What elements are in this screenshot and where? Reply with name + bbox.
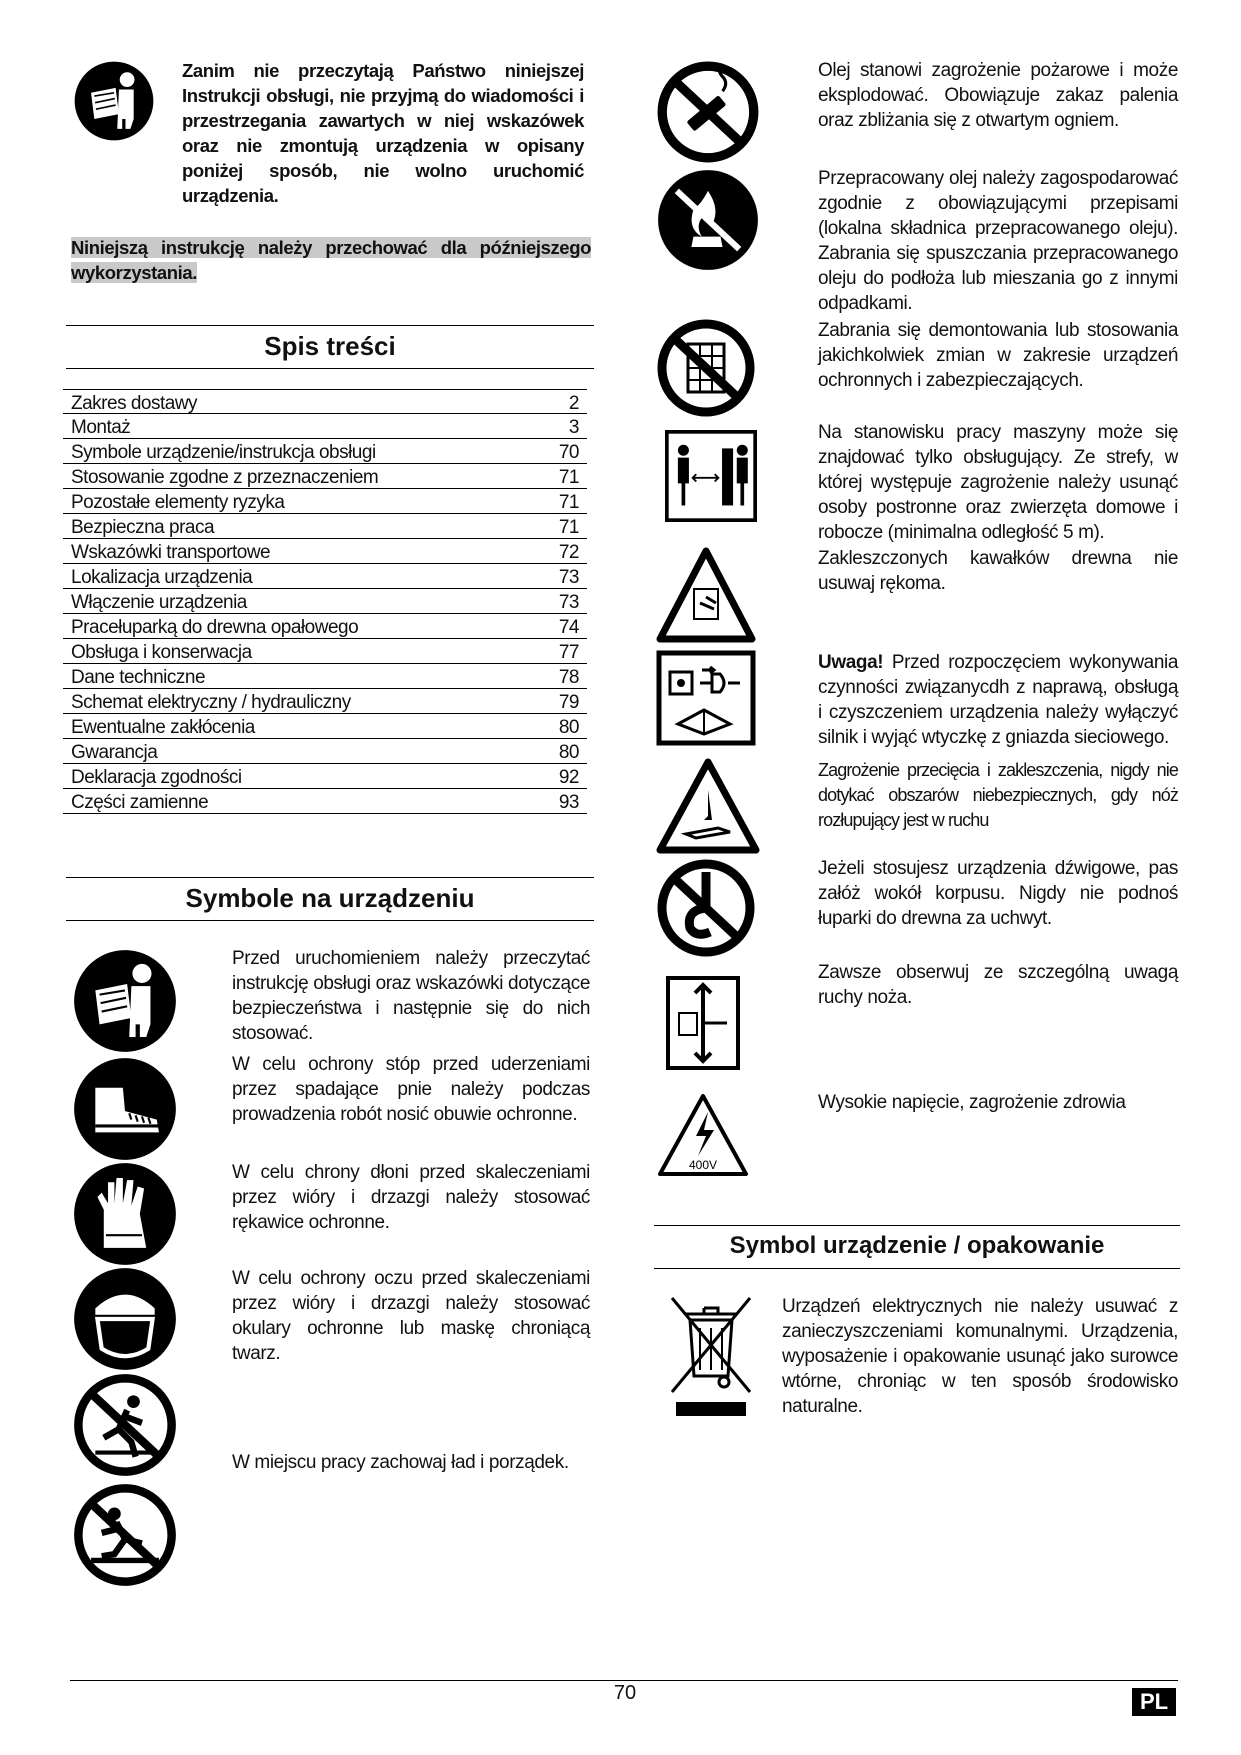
toc-label: Pozostałe elementy ryzyka <box>71 492 285 513</box>
attention-text <box>818 650 1178 750</box>
toc-row <box>63 489 587 514</box>
no-slipping-icon <box>72 1482 178 1588</box>
toc-row <box>63 639 587 664</box>
toc-row <box>63 514 587 539</box>
crush-hazard-warning-icon <box>656 547 756 643</box>
no-smoking-icon <box>656 60 760 164</box>
read-manual-text: Przed uruchomieniem należy przeczytać instrukcję obsługi oraz wskazówki dotyczące bezpieczeństwa i następnie się do nich stosować. <box>232 948 590 1044</box>
toc-label: Włączenie urządzenia <box>71 592 247 613</box>
toc-page: 72 <box>558 542 579 563</box>
packaging-title: Symbol urządzenie / opakowanie <box>654 1225 1180 1269</box>
toc-label: Pracełuparką do drewna opałowego <box>71 617 359 638</box>
weee-bin-icon <box>668 1292 754 1422</box>
attention-body: Przed rozpoczęciem wykonywania czynności związanycdh z naprawą, obsługą i czyszczeniem urządzenia należy wyłączyć silnik i wyjąć wtyczkę z gniazda sieciowego. <box>818 652 1178 748</box>
cutting-hazard-text: Zagrożenie przecięcia i zakleszczenia, nigdy nie dotykać obszarów niebezpiecznych, gdy nóż rozłupujący jest w ruchu <box>818 760 1178 830</box>
toc-page: 74 <box>558 617 579 638</box>
safety-gloves-text: W celu chrony dłoni przed skaleczeniami przez wióry i drzazgi należy stosować rękawice ochronne. <box>232 1162 590 1233</box>
unplug-before-service-icon <box>656 650 756 746</box>
lifting-text: Jeżeli stosujesz urządzenia dźwigowe, pas załóż wokół korpusu. Nigdy nie podnoś łuparki do drewna za uchwyt. <box>818 858 1178 929</box>
toc-title: Spis treści <box>66 325 594 369</box>
toc-page: 80 <box>558 717 579 738</box>
cutting-hazard-warning-icon <box>656 758 760 854</box>
keep-distance-icon <box>665 430 757 522</box>
safety-gloves-icon <box>72 1161 178 1267</box>
no-modify-text: Zabrania się demontowania lub stosowania jakichkolwiek zmian w zakresie urządzeń ochronnych i zabezpieczających. <box>818 320 1178 391</box>
no-removing-guards-icon <box>656 318 756 418</box>
safety-boots-icon <box>72 1056 178 1162</box>
page-number: 70 <box>613 1682 637 1704</box>
toc-label: Gwarancja <box>71 742 158 763</box>
toc-row <box>63 389 587 414</box>
toc-row <box>63 439 587 464</box>
footer-rule <box>70 1680 1178 1681</box>
attention-label: Uwaga! <box>818 652 884 673</box>
toc-label: Symbole urządzenie/instrukcja obsługi <box>71 442 376 463</box>
toc-row <box>63 414 587 439</box>
knife-movement-icon <box>665 975 741 1071</box>
knife-movement-text: Zawsze obserwuj ze szczególną uwagą ruchy noża. <box>818 962 1178 1008</box>
oil-fire-text: Olej stanowi zagrożenie pożarowe i może eksplodować. Obowiązuje zakaz palenia oraz zbliżania się z otwartym ogniem. <box>818 60 1178 131</box>
toc-page: 77 <box>558 642 579 663</box>
toc-page: 71 <box>558 467 579 488</box>
toc-label: Części zamienne <box>71 792 209 813</box>
toc-page: 93 <box>558 792 579 813</box>
voltage-label: 400V <box>688 1158 718 1172</box>
toc-row <box>63 589 587 614</box>
read-manual-icon <box>73 60 155 142</box>
no-tripping-icon <box>72 1372 178 1478</box>
toc-label: Schemat elektryczny / hydrauliczny <box>71 692 351 713</box>
toc-label: Lokalizacja urządzenia <box>71 567 253 588</box>
toc-page: 92 <box>558 767 579 788</box>
toc-page: 80 <box>558 742 579 763</box>
toc-row <box>63 564 587 589</box>
language-badge: PL <box>1132 1688 1176 1716</box>
toc-label: Zakres dostawy <box>71 393 198 414</box>
toc-row <box>63 714 587 739</box>
tidy-workplace-text: W miejscu pracy zachowaj ład i porządek. <box>232 1452 569 1473</box>
toc-page: 71 <box>558 492 579 513</box>
packaging-text: Urządzeń elektrycznych nie należy usuwać z zanieczyszczeniami komunalnymi. Urządzenia, wyposażenie i opakowanie usunąć jako surowce wtórne, chroniąc w ten sposób środowisko naturalne. <box>782 1296 1178 1417</box>
toc-row <box>63 464 587 489</box>
no-lifting-by-handle-icon <box>656 858 756 958</box>
toc-label: Montaż <box>71 417 131 438</box>
toc-label: Dane techniczne <box>71 667 206 688</box>
toc-row <box>63 764 587 789</box>
operator-only-text: Na stanowisku pracy maszyny może się znajdować tylko obsługujący. Ze strefy, w której występuje zagrożenie należy usunąć osoby postronne oraz zwierzęta domowe i robocze (minimalna odległość 5 m). <box>818 422 1178 543</box>
oil-disposal-text: Przepracowany olej należy zagospodarować zgodnie z obowiązującymi przepisami (lokalna składnica przepracowanego oleju). Zabrania się spuszczania przepracowanego oleju do podłoża lub mieszania go z innymi odpadkami. <box>818 168 1178 314</box>
toc-row <box>63 689 587 714</box>
toc-page: 2 <box>568 393 579 414</box>
no-open-flame-icon <box>656 168 760 272</box>
read-manual-icon <box>72 948 178 1054</box>
toc-page: 73 <box>558 592 579 613</box>
face-shield-icon <box>72 1266 178 1372</box>
toc-label: Bezpieczna praca <box>71 517 215 538</box>
toc-row <box>63 614 587 639</box>
toc-page: 79 <box>558 692 579 713</box>
toc-row <box>63 739 587 764</box>
toc-label: Deklaracja zgodności <box>71 767 242 788</box>
toc-page: 70 <box>558 442 579 463</box>
keep-highlight: Niniejszą instrukcję należy przechować dla późniejszego wykorzystania. <box>71 237 591 283</box>
toc-label: Stosowanie zgodne z przeznaczeniem <box>71 467 379 488</box>
face-shield-text: W celu ochrony oczu przed skaleczeniami przez wióry i drzazgi należy stosować okulary ochronne lub maskę chroniącą twarz. <box>232 1268 590 1364</box>
toc-label: Wskazówki transportowe <box>71 542 271 563</box>
jammed-wood-text: Zakleszczonych kawałków drewna nie usuwaj rękoma. <box>818 548 1178 594</box>
table-of-contents <box>63 389 587 814</box>
safety-boots-text: W celu ochrony stóp przed uderzeniami przez spadające pnie należy podczas prowadzenia robót nosić obuwie ochronne. <box>232 1054 590 1125</box>
toc-page: 73 <box>558 567 579 588</box>
toc-page: 3 <box>568 417 579 438</box>
device-symbols-title: Symbole na urządzeniu <box>66 877 594 921</box>
toc-row <box>63 664 587 689</box>
toc-page: 71 <box>558 517 579 538</box>
toc-label: Ewentualne zakłócenia <box>71 717 255 738</box>
toc-label: Obsługa i konserwacja <box>71 642 252 663</box>
toc-page: 78 <box>558 667 579 688</box>
intro-keep-instruction <box>71 235 591 285</box>
high-voltage-text: Wysokie napięcie, zagrożenie zdrowia <box>818 1092 1126 1113</box>
toc-row <box>63 539 587 564</box>
high-voltage-warning-icon <box>656 1092 750 1178</box>
toc-row <box>63 789 587 814</box>
intro-warning: Zanim nie przeczytają Państwo niniejszej Instrukcji obsługi, nie przyjmą do wiadomości i przestrzegania zawartych w niej wskazówek oraz nie zmontują urządzenia w opisany poniżej sposób, nie wolno uruchomić urządzenia. <box>182 60 584 206</box>
